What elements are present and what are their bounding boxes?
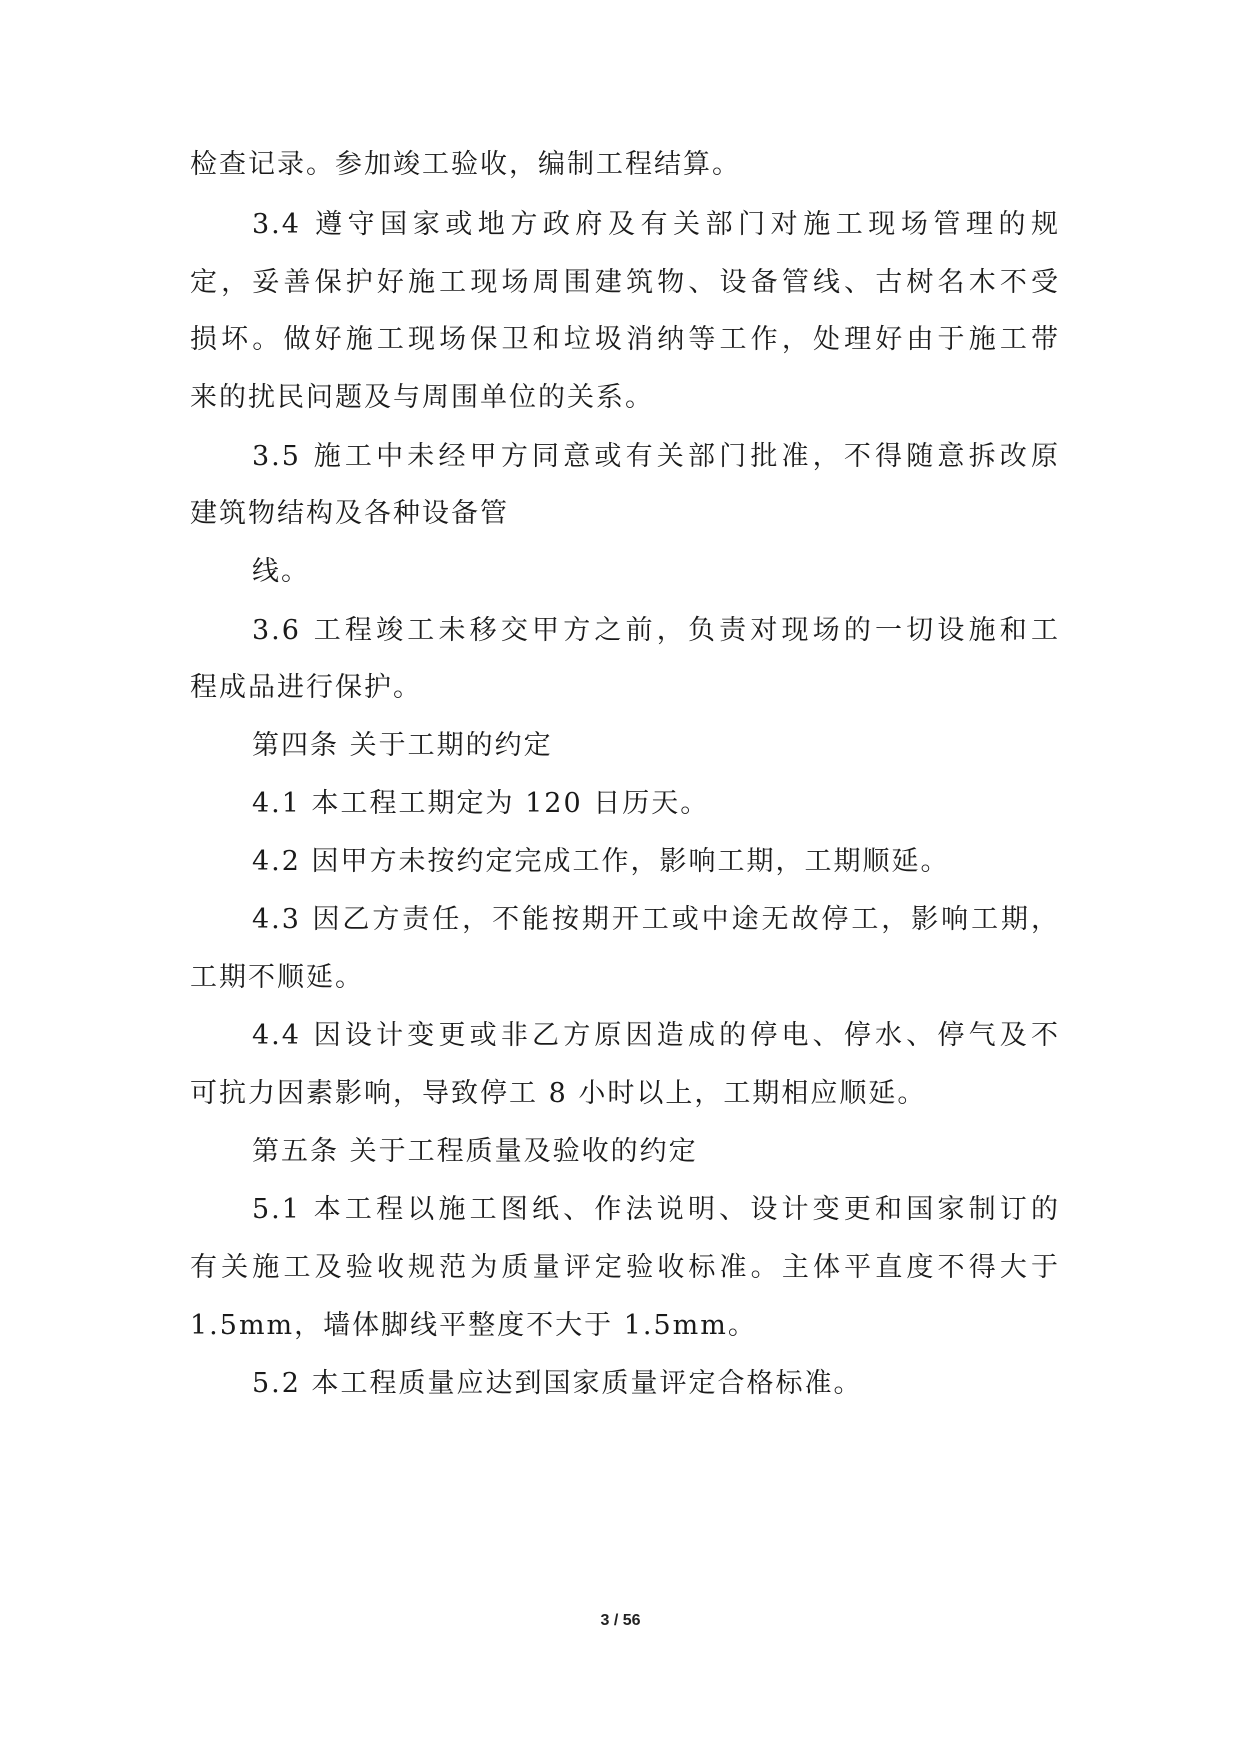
clause-5-1: 5.1 本工程以施工图纸、作法说明、设计变更和国家制订的 bbox=[252, 1194, 1060, 1225]
body-line: 来的扰民问题及与周围单位的关系。 bbox=[190, 382, 654, 413]
body-line: 损坏。做好施工现场保卫和垃圾消纳等工作，处理好由于施工带 bbox=[190, 324, 1060, 355]
clause-3-4: 3.4 遵守国家或地方政府及有关部门对施工现场管理的规 bbox=[252, 209, 1060, 240]
body-line: 1.5mm，墙体脚线平整度不大于 1.5mm。 bbox=[190, 1310, 757, 1341]
body-line: 可抗力因素影响，导致停工 8 小时以上，工期相应顺延。 bbox=[190, 1078, 927, 1109]
body-line: 建筑物结构及各种设备管 bbox=[190, 498, 509, 529]
page-number: 3 / 56 bbox=[600, 1612, 641, 1629]
clause-3-6: 3.6 工程竣工未移交甲方之前，负责对现场的一切设施和工 bbox=[252, 615, 1060, 646]
body-line: 线。 bbox=[252, 556, 310, 587]
body-line: 工期不顺延。 bbox=[190, 962, 364, 993]
body-line: 程成品进行保护。 bbox=[190, 672, 422, 703]
article-4-heading: 第四条 关于工期的约定 bbox=[252, 730, 553, 761]
clause-4-4: 4.4 因设计变更或非乙方原因造成的停电、停水、停气及不 bbox=[252, 1020, 1060, 1051]
article-5-heading: 第五条 关于工程质量及验收的约定 bbox=[252, 1136, 698, 1167]
body-line: 检查记录。参加竣工验收，编制工程结算。 bbox=[190, 149, 741, 180]
body-line: 定，妥善保护好施工现场周围建筑物、设备管线、古树名木不受 bbox=[190, 267, 1060, 298]
clause-3-5: 3.5 施工中未经甲方同意或有关部门批准，不得随意拆改原 bbox=[252, 441, 1060, 472]
body-line: 有关施工及验收规范为质量评定验收标准。主体平直度不得大于 bbox=[190, 1252, 1060, 1283]
clause-4-1: 4.1 本工程工期定为 120 日历天。 bbox=[252, 788, 710, 819]
clause-4-3: 4.3 因乙方责任，不能按期开工或中途无故停工，影响工期， bbox=[252, 904, 1060, 935]
clause-4-2: 4.2 因甲方未按约定完成工作，影响工期，工期顺延。 bbox=[252, 846, 950, 877]
clause-5-2: 5.2 本工程质量应达到国家质量评定合格标准。 bbox=[252, 1368, 863, 1399]
